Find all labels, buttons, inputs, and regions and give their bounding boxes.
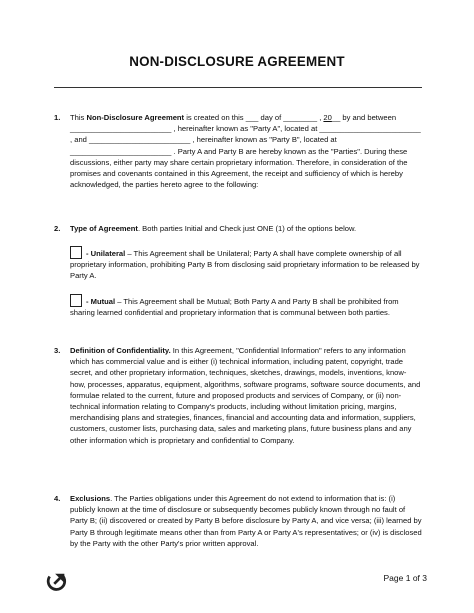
section-4-text: Exclusions. The Parties obligations under this Agreement do not extend to information that is: (i) publicly known at the time of disclosure or subsequently becomes publicly known through no fault of Party B; (ii) discovered or created by Party B before disclosure by Party A, and vice versa; (iii) learned by Party B through legitimate means other than from Party A or Party A's representatives; or (iv) is disclosed by the Party with the other Party's prior written approval. (70, 494, 422, 548)
document-title: NON-DISCLOSURE AGREEMENT (129, 54, 345, 69)
section-number: 2. (54, 224, 61, 233)
section-4 (54, 493, 422, 549)
section-2-text: Type of Agreement. Both parties Initial and Check just ONE (1) of the options below. (70, 224, 357, 233)
unilateral-checkbox[interactable] (70, 246, 82, 259)
section-number: 4. (54, 494, 61, 503)
year-field[interactable]: 20 (323, 113, 332, 122)
section-2 (54, 223, 422, 234)
section-3 (54, 345, 422, 446)
option-heading: - Unilateral (86, 249, 126, 258)
section-number: 3. (54, 346, 61, 355)
arrow-logo-icon (46, 571, 68, 593)
section-heading: Exclusions (70, 494, 111, 503)
agreement-name: Non-Disclosure Agreement (86, 113, 185, 122)
option-heading: - Mutual (86, 297, 116, 306)
mutual-checkbox[interactable] (70, 294, 82, 307)
option-unilateral: - Unilateral – This Agreement shall be Unilateral; Party A shall have complete ownership of all proprietary information, prohibiting Party B from disclosing said proprietary information to be released by Party A. (70, 246, 422, 282)
section-1 (54, 112, 422, 190)
section-heading: Type of Agreement (70, 224, 138, 233)
option-mutual: - Mutual – This Agreement shall be Mutual; Both Party A and Party B shall be prohibited from sharing learned confidential and proprietary information that is communal between both parties. (70, 294, 422, 318)
section-heading: Definition of Confidentiality. (70, 346, 171, 355)
title-divider (54, 87, 422, 88)
section-3-text: Definition of Confidentiality. In this Agreement, "Confidential Information" refers to any information which has commercial value and is either (i) technical information, including patent, copyright, trade secret, and other proprietary information, techniques, sketches, drawings, models, inventions, know-how, processes, apparatus, equipment, algorithms, software programs, software source documents, and formulae related to the current, future and proposed products and services of Company, or (ii) non-technical information relating to Company's products, including without limitation pricing, margins, merchandising plans and strategies, finances, financial and accounting data and information, suppliers, customers, customer lists, purchasing data, sales and marketing plans, future business plans and any other information which is proprietary and confidential to Company. (70, 346, 421, 445)
section-1-text: This Non-Disclosure Agreement is created on this ___ day of ________ , 20__ by and between ________________________ , hereinafter known as "Party A", located at ________________________ , and ________________________ , hereinafter known as "Party B", located at ________________________ . Party A and Party B are hereby known as the "Parties". During these discussions, either party may share certain proprietary information. Therefore, in consideration of the promises and covenants contained in this Agreement, the receipt and sufficiency of which is hereby acknowledged, the parties hereto agree to the following: (70, 113, 421, 190)
section-number: 1. (54, 113, 61, 122)
page-number: Page 1 of 3 (383, 573, 427, 583)
